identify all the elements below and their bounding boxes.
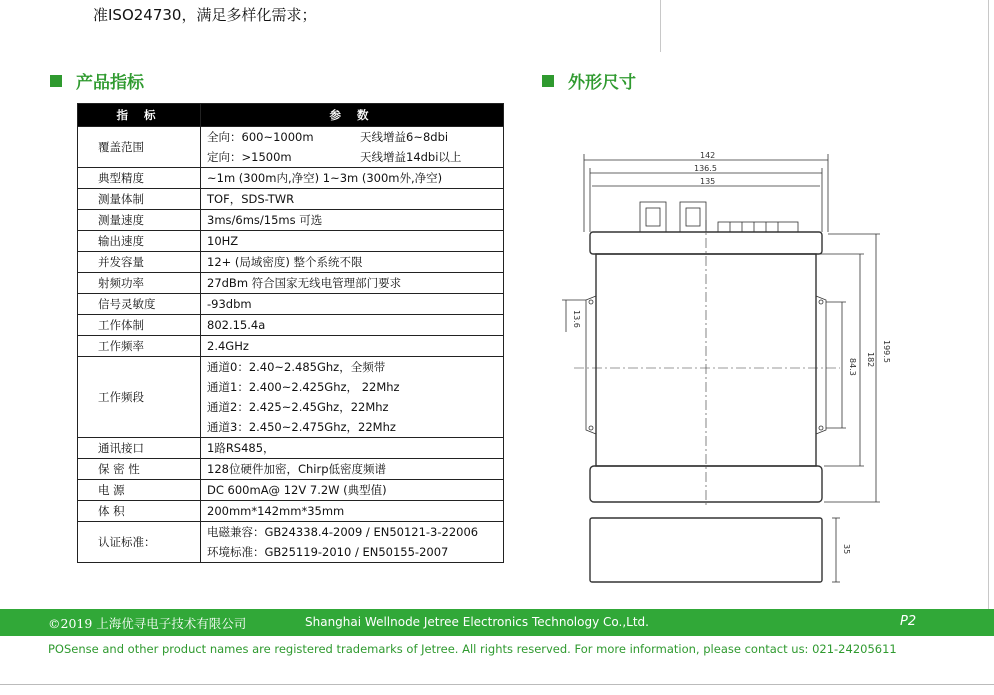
spec-value-line: 128位硬件加密，Chirp低密度频谱 [207, 462, 386, 476]
spec-value [201, 252, 504, 273]
spec-value-line: 10HZ [207, 234, 239, 248]
spec-value-part: 定向：>1500m [207, 150, 292, 164]
spec-value [201, 210, 504, 231]
spec-row [78, 294, 504, 315]
spec-key: 保 密 性 [78, 459, 201, 480]
spec-value-line: 环境标准：GB25119-2010 / EN50155-2007 [207, 545, 449, 559]
spec-table [77, 103, 504, 563]
spec-value-part: 天线增益14dbi以上 [360, 150, 462, 164]
spec-value-line: TOF，SDS-TWR [207, 192, 295, 206]
spec-value [201, 273, 504, 294]
intro-text-tail: 准ISO24730，满足多样化需求； [93, 6, 317, 24]
spec-value [201, 127, 504, 168]
spec-row [78, 252, 504, 273]
spec-value-line: 通道0：2.40~2.485Ghz，全频带 [207, 360, 386, 374]
spec-row [78, 438, 504, 459]
spec-key: 测量体制 [78, 189, 201, 210]
spec-key: 信号灵敏度 [78, 294, 201, 315]
spec-row [78, 210, 504, 231]
spec-value-line: 通道3：2.450~2.475Ghz，22Mhz [207, 420, 396, 434]
dimension-drawing [540, 140, 900, 600]
spec-value [201, 459, 504, 480]
dim-84-3: 84.3 [848, 358, 857, 376]
section-title-specs: 产品指标 [76, 73, 144, 93]
spec-value-part: 全向：600~1000m [207, 130, 314, 144]
spec-key: 测量速度 [78, 210, 201, 231]
spec-value-line: 802.15.4a [207, 318, 266, 332]
footer-bar [0, 609, 994, 636]
spec-row [78, 273, 504, 294]
spec-value [201, 294, 504, 315]
spec-key: 体 积 [78, 501, 201, 522]
column-divider [660, 0, 661, 52]
spec-value-line: 1路RS485， [207, 441, 275, 455]
header-key: 指 标 [78, 104, 201, 127]
spec-value-line: 通道1：2.400~2.425Ghz， 22Mhz [207, 380, 400, 394]
spec-row [78, 522, 504, 563]
bullet-square-icon [50, 75, 62, 87]
company-name-en: Shanghai Wellnode Jetree Electronics Technology Co.,Ltd. [305, 615, 649, 629]
dim-left: 13.6 [572, 310, 581, 328]
spec-value-line: -93dbm [207, 297, 252, 311]
spec-value-line: 2.4GHz [207, 339, 249, 353]
spec-value-line: 200mm*142mm*35mm [207, 504, 345, 518]
spec-row [78, 315, 504, 336]
spec-key: 通讯接口 [78, 438, 201, 459]
spec-row [78, 336, 504, 357]
spec-row [78, 189, 504, 210]
spec-value-line: DC 600mA@ 12V 7.2W (典型值) [207, 483, 387, 497]
spec-value [201, 480, 504, 501]
spec-key: 输出速度 [78, 231, 201, 252]
page-number: P2 [900, 614, 917, 629]
dim-136-5: 136.5 [694, 164, 717, 173]
spec-value [201, 501, 504, 522]
spec-key: 并发容量 [78, 252, 201, 273]
spec-table-header [78, 104, 504, 127]
spec-row [78, 127, 504, 168]
spec-key: 射频功率 [78, 273, 201, 294]
spec-value [201, 189, 504, 210]
spec-value [201, 231, 504, 252]
spec-value-line: 12+ (局域密度) 整个系统不限 [207, 255, 363, 269]
dim-142: 142 [700, 151, 716, 160]
trademark-note: POSense and other product names are registered trademarks of Jetree. All rights reserved. For more information, please contact us: 021-24205611 [48, 642, 897, 656]
spec-key: 工作频段 [78, 357, 201, 438]
dim-182: 182 [866, 352, 875, 368]
spec-value-part: 天线增益6~8dbi [360, 130, 449, 144]
page-bottom-line [0, 684, 994, 685]
dim-199-5: 199.5 [882, 340, 891, 363]
spec-key: 工作频率 [78, 336, 201, 357]
section-heading-dimensions [542, 68, 636, 93]
spec-value-line [207, 127, 497, 147]
spec-row [78, 357, 504, 438]
spec-value [201, 336, 504, 357]
spec-row [78, 231, 504, 252]
spec-value-line: ~1m (300m内,净空) 1~3m (300m外,净空) [207, 171, 443, 185]
spec-key: 认证标准： [78, 522, 201, 563]
spec-value [201, 438, 504, 459]
spec-value [201, 522, 504, 563]
spec-value-line: 3ms/6ms/15ms 可选 [207, 213, 323, 227]
spec-key: 覆盖范围 [78, 127, 201, 168]
spec-row [78, 168, 504, 189]
spec-key: 典型精度 [78, 168, 201, 189]
spec-row [78, 501, 504, 522]
spec-key: 工作体制 [78, 315, 201, 336]
section-title-dimensions: 外形尺寸 [568, 73, 636, 93]
section-heading-specs [50, 68, 144, 93]
spec-row [78, 459, 504, 480]
header-value: 参 数 [201, 104, 504, 127]
dim-135: 135 [700, 177, 716, 186]
spec-value [201, 168, 504, 189]
spec-row [78, 480, 504, 501]
dim-35: 35 [842, 544, 851, 555]
spec-value-line [207, 147, 497, 167]
copyright: ©2019 上海优寻电子技术有限公司 [48, 616, 247, 631]
spec-value-line: 电磁兼容：GB24338.4-2009 / EN50121-3-22006 [207, 525, 479, 539]
bullet-square-icon [542, 75, 554, 87]
spec-key: 电 源 [78, 480, 201, 501]
spec-value [201, 357, 504, 438]
spec-value-line: 27dBm 符合国家无线电管理部门要求 [207, 276, 402, 290]
spec-value [201, 315, 504, 336]
spec-value-line: 通道2：2.425~2.45Ghz，22Mhz [207, 400, 389, 414]
page-edge [988, 0, 989, 609]
